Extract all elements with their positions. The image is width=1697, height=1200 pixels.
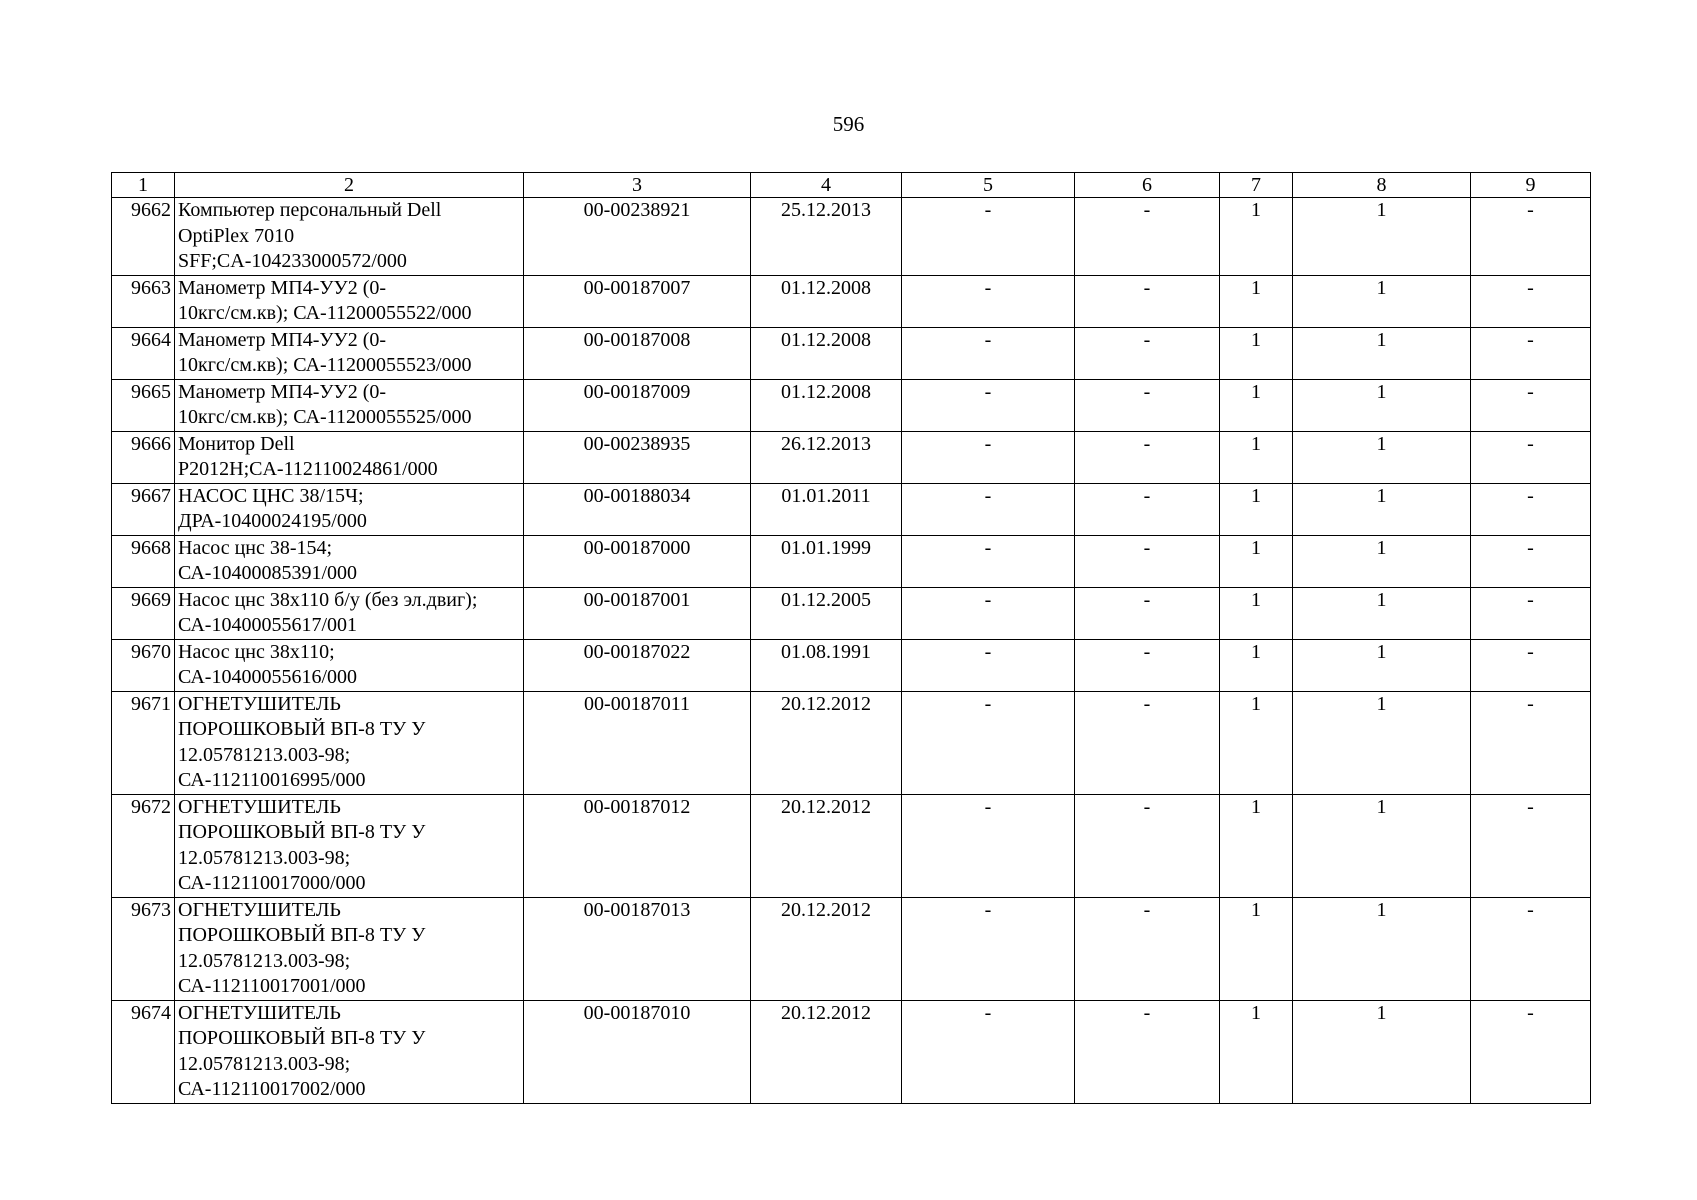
inventory-code: 00-00187022 bbox=[524, 639, 751, 691]
column-7-value: 1 bbox=[1220, 198, 1293, 276]
column-6-value: - bbox=[1075, 587, 1220, 639]
row-number: 9665 bbox=[112, 379, 175, 431]
item-name-line: 12.05781213.003-98; bbox=[178, 743, 351, 766]
column-5-value: - bbox=[902, 691, 1075, 794]
item-name-line: ДРА-10400024195/000 bbox=[178, 510, 367, 532]
table-row bbox=[112, 897, 1591, 1000]
column-7-value: 1 bbox=[1220, 431, 1293, 483]
inventory-code: 00-00188034 bbox=[524, 483, 751, 535]
column-5-value: - bbox=[902, 275, 1075, 327]
column-8-value: 1 bbox=[1293, 275, 1471, 327]
item-name-line: ПОРОШКОВЫЙ ВП-8 ТУ У bbox=[178, 718, 426, 740]
table-row bbox=[112, 379, 1591, 431]
column-5-value: - bbox=[902, 483, 1075, 535]
column-9-value: - bbox=[1471, 587, 1591, 639]
column-5-value: - bbox=[902, 431, 1075, 483]
item-name-line: ПОРОШКОВЫЙ ВП-8 ТУ У bbox=[178, 1027, 426, 1049]
column-8-value: 1 bbox=[1293, 587, 1471, 639]
date-cell: 01.12.2008 bbox=[751, 379, 902, 431]
row-number: 9663 bbox=[112, 275, 175, 327]
column-header: 1 bbox=[112, 173, 175, 198]
date-cell: 01.01.2011 bbox=[751, 483, 902, 535]
table-row bbox=[112, 431, 1591, 483]
column-9-value: - bbox=[1471, 535, 1591, 587]
row-number: 9670 bbox=[112, 639, 175, 691]
inventory-code: 00-00238935 bbox=[524, 431, 751, 483]
table-row bbox=[112, 794, 1591, 897]
column-6-value: - bbox=[1075, 431, 1220, 483]
column-7-value: 1 bbox=[1220, 535, 1293, 587]
row-number: 9664 bbox=[112, 327, 175, 379]
item-name-line: Насос цнс 38х110 б/у (без эл.двиг); bbox=[178, 588, 478, 611]
column-9-value: - bbox=[1471, 897, 1591, 1000]
column-9-value: - bbox=[1471, 1000, 1591, 1103]
table-header bbox=[112, 173, 1591, 198]
column-8-value: 1 bbox=[1293, 535, 1471, 587]
item-name bbox=[175, 327, 524, 379]
column-6-value: - bbox=[1075, 1000, 1220, 1103]
column-7-value: 1 bbox=[1220, 379, 1293, 431]
date-cell: 20.12.2012 bbox=[751, 897, 902, 1000]
item-name bbox=[175, 198, 524, 276]
item-name-line: ОГНЕТУШИТЕЛЬ bbox=[178, 795, 341, 818]
table-row bbox=[112, 327, 1591, 379]
inventory-code: 00-00187010 bbox=[524, 1000, 751, 1103]
inventory-table bbox=[111, 172, 1591, 1104]
column-6-value: - bbox=[1075, 897, 1220, 1000]
table-row bbox=[112, 587, 1591, 639]
item-name bbox=[175, 587, 524, 639]
column-8-value: 1 bbox=[1293, 639, 1471, 691]
date-cell: 20.12.2012 bbox=[751, 691, 902, 794]
column-9-value: - bbox=[1471, 794, 1591, 897]
item-name-line: 10кгс/см.кв); СА-11200055522/000 bbox=[178, 302, 472, 324]
item-name-line: Монитор Dell bbox=[178, 432, 295, 455]
column-6-value: - bbox=[1075, 535, 1220, 587]
column-header: 9 bbox=[1471, 173, 1591, 198]
column-6-value: - bbox=[1075, 275, 1220, 327]
date-cell: 25.12.2013 bbox=[751, 198, 902, 276]
column-5-value: - bbox=[902, 535, 1075, 587]
item-name-line: 10кгс/см.кв); СА-11200055523/000 bbox=[178, 354, 472, 376]
item-name-line: СА-112110017001/000 bbox=[178, 975, 366, 997]
item-name bbox=[175, 431, 524, 483]
column-7-value: 1 bbox=[1220, 897, 1293, 1000]
item-name-line: Манометр МП4-УУ2 (0- bbox=[178, 276, 387, 299]
header-row bbox=[112, 173, 1591, 198]
column-6-value: - bbox=[1075, 794, 1220, 897]
column-8-value: 1 bbox=[1293, 691, 1471, 794]
column-7-value: 1 bbox=[1220, 587, 1293, 639]
column-9-value: - bbox=[1471, 327, 1591, 379]
item-name-line: 10кгс/см.кв); СА-11200055525/000 bbox=[178, 406, 472, 428]
date-cell: 01.12.2005 bbox=[751, 587, 902, 639]
column-7-value: 1 bbox=[1220, 327, 1293, 379]
column-8-value: 1 bbox=[1293, 794, 1471, 897]
item-name bbox=[175, 639, 524, 691]
column-9-value: - bbox=[1471, 691, 1591, 794]
column-7-value: 1 bbox=[1220, 639, 1293, 691]
row-number: 9671 bbox=[112, 691, 175, 794]
item-name bbox=[175, 1000, 524, 1103]
item-name bbox=[175, 379, 524, 431]
column-5-value: - bbox=[902, 587, 1075, 639]
column-6-value: - bbox=[1075, 327, 1220, 379]
inventory-code: 00-00187000 bbox=[524, 535, 751, 587]
row-number: 9672 bbox=[112, 794, 175, 897]
inventory-code: 00-00187007 bbox=[524, 275, 751, 327]
inventory-code: 00-00187009 bbox=[524, 379, 751, 431]
item-name-line: ПОРОШКОВЫЙ ВП-8 ТУ У bbox=[178, 821, 426, 843]
column-8-value: 1 bbox=[1293, 379, 1471, 431]
column-header: 3 bbox=[524, 173, 751, 198]
item-name-line: СА-112110016995/000 bbox=[178, 769, 366, 791]
item-name bbox=[175, 691, 524, 794]
table-row bbox=[112, 275, 1591, 327]
item-name-line: Насос цнс 38х110; bbox=[178, 640, 335, 663]
inventory-code: 00-00187008 bbox=[524, 327, 751, 379]
date-cell: 01.12.2008 bbox=[751, 275, 902, 327]
table-body bbox=[112, 198, 1591, 1104]
inventory-code: 00-00187001 bbox=[524, 587, 751, 639]
table-row bbox=[112, 198, 1591, 276]
table-row bbox=[112, 639, 1591, 691]
item-name-line: P2012H;CA-112110024861/000 bbox=[178, 458, 438, 480]
column-header: 2 bbox=[175, 173, 524, 198]
date-cell: 26.12.2013 bbox=[751, 431, 902, 483]
item-name-line: НАСОС ЦНС 38/15Ч; bbox=[178, 484, 364, 507]
date-cell: 20.12.2012 bbox=[751, 794, 902, 897]
item-name-line: 12.05781213.003-98; bbox=[178, 1052, 351, 1075]
column-6-value: - bbox=[1075, 379, 1220, 431]
item-name bbox=[175, 794, 524, 897]
column-8-value: 1 bbox=[1293, 897, 1471, 1000]
column-8-value: 1 bbox=[1293, 431, 1471, 483]
date-cell: 20.12.2012 bbox=[751, 1000, 902, 1103]
column-header: 8 bbox=[1293, 173, 1471, 198]
page-number: 596 bbox=[832, 112, 865, 136]
column-8-value: 1 bbox=[1293, 198, 1471, 276]
column-6-value: - bbox=[1075, 198, 1220, 276]
item-name-line: ОГНЕТУШИТЕЛЬ bbox=[178, 1001, 341, 1024]
item-name-line: СА-10400085391/000 bbox=[178, 562, 358, 584]
column-9-value: - bbox=[1471, 431, 1591, 483]
inventory-code: 00-00187012 bbox=[524, 794, 751, 897]
column-5-value: - bbox=[902, 794, 1075, 897]
column-7-value: 1 bbox=[1220, 691, 1293, 794]
table-row bbox=[112, 1000, 1591, 1103]
item-name-line: Насос цнс 38-154; bbox=[178, 536, 333, 559]
item-name-line: СА-112110017000/000 bbox=[178, 872, 366, 894]
item-name-line: 12.05781213.003-98; bbox=[178, 949, 351, 972]
item-name-line: ПОРОШКОВЫЙ ВП-8 ТУ У bbox=[178, 924, 426, 946]
item-name-line: СА-10400055617/001 bbox=[178, 614, 358, 636]
item-name-line: OptiPlex 7010 bbox=[178, 224, 295, 247]
item-name-line: 12.05781213.003-98; bbox=[178, 846, 351, 869]
column-header: 5 bbox=[902, 173, 1075, 198]
column-8-value: 1 bbox=[1293, 327, 1471, 379]
row-number: 9674 bbox=[112, 1000, 175, 1103]
column-5-value: - bbox=[902, 379, 1075, 431]
column-header: 6 bbox=[1075, 173, 1220, 198]
table-row bbox=[112, 691, 1591, 794]
row-number: 9669 bbox=[112, 587, 175, 639]
item-name bbox=[175, 483, 524, 535]
item-name-line: ОГНЕТУШИТЕЛЬ bbox=[178, 898, 341, 921]
item-name-line: ОГНЕТУШИТЕЛЬ bbox=[178, 692, 341, 715]
row-number: 9666 bbox=[112, 431, 175, 483]
column-8-value: 1 bbox=[1293, 1000, 1471, 1103]
inventory-code: 00-00187011 bbox=[524, 691, 751, 794]
inventory-code: 00-00238921 bbox=[524, 198, 751, 276]
row-number: 9668 bbox=[112, 535, 175, 587]
item-name-line: Манометр МП4-УУ2 (0- bbox=[178, 328, 387, 351]
row-number: 9662 bbox=[112, 198, 175, 276]
date-cell: 01.08.1991 bbox=[751, 639, 902, 691]
column-9-value: - bbox=[1471, 483, 1591, 535]
column-9-value: - bbox=[1471, 639, 1591, 691]
table-row bbox=[112, 535, 1591, 587]
column-9-value: - bbox=[1471, 275, 1591, 327]
row-number: 9673 bbox=[112, 897, 175, 1000]
column-5-value: - bbox=[902, 897, 1075, 1000]
item-name bbox=[175, 275, 524, 327]
column-5-value: - bbox=[902, 639, 1075, 691]
column-7-value: 1 bbox=[1220, 1000, 1293, 1103]
column-6-value: - bbox=[1075, 483, 1220, 535]
column-7-value: 1 bbox=[1220, 483, 1293, 535]
inventory-code: 00-00187013 bbox=[524, 897, 751, 1000]
item-name-line: Манометр МП4-УУ2 (0- bbox=[178, 380, 387, 403]
column-header: 4 bbox=[751, 173, 902, 198]
item-name-line: СА-10400055616/000 bbox=[178, 666, 358, 688]
date-cell: 01.01.1999 bbox=[751, 535, 902, 587]
column-7-value: 1 bbox=[1220, 794, 1293, 897]
item-name-line: СА-112110017002/000 bbox=[178, 1078, 366, 1100]
row-number: 9667 bbox=[112, 483, 175, 535]
date-cell: 01.12.2008 bbox=[751, 327, 902, 379]
column-6-value: - bbox=[1075, 639, 1220, 691]
column-9-value: - bbox=[1471, 198, 1591, 276]
column-9-value: - bbox=[1471, 379, 1591, 431]
table-row bbox=[112, 483, 1591, 535]
item-name bbox=[175, 535, 524, 587]
column-5-value: - bbox=[902, 327, 1075, 379]
item-name-line: Компьютер персональный Dell bbox=[178, 199, 442, 221]
column-8-value: 1 bbox=[1293, 483, 1471, 535]
item-name bbox=[175, 897, 524, 1000]
column-5-value: - bbox=[902, 198, 1075, 276]
column-5-value: - bbox=[902, 1000, 1075, 1103]
column-6-value: - bbox=[1075, 691, 1220, 794]
item-name-line: SFF;CA-104233000572/000 bbox=[178, 250, 407, 272]
column-7-value: 1 bbox=[1220, 275, 1293, 327]
column-header: 7 bbox=[1220, 173, 1293, 198]
